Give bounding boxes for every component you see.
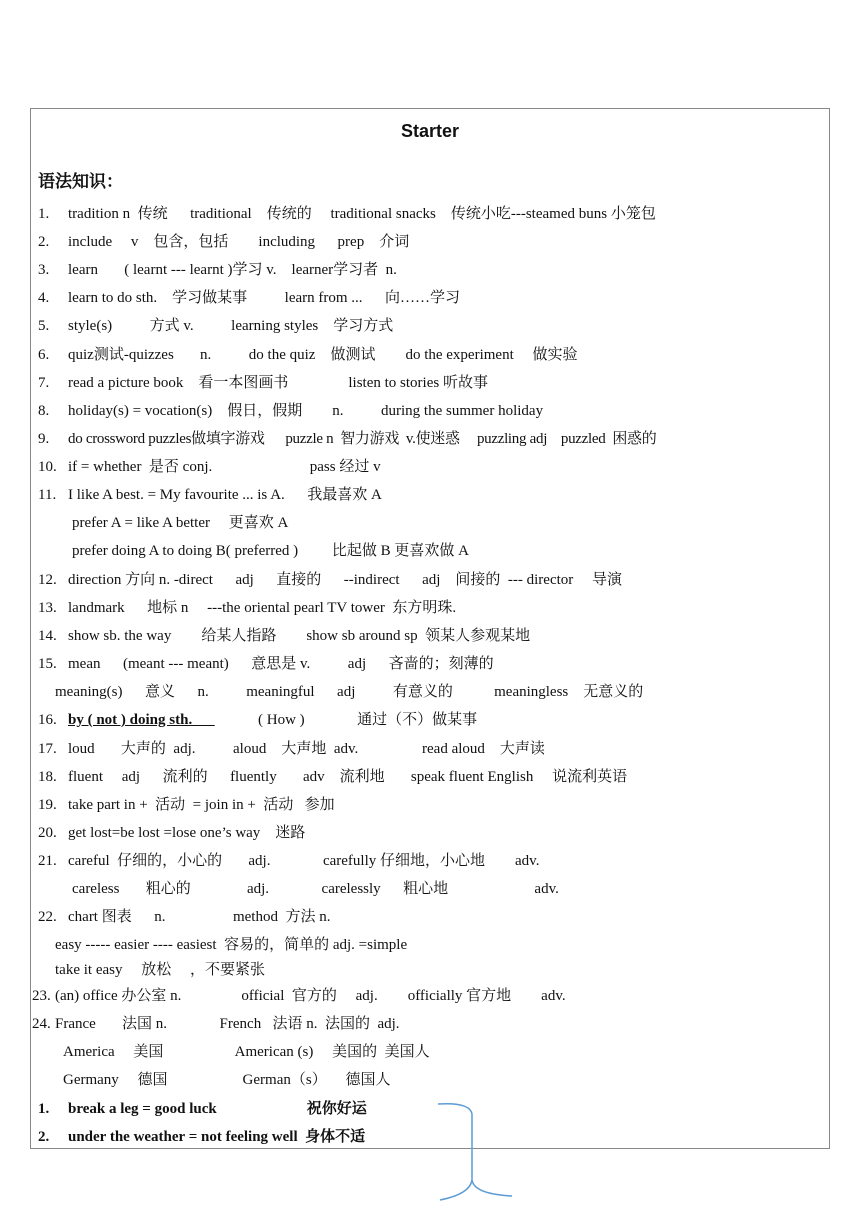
line-number: 8. xyxy=(38,403,50,419)
line-text: prefer A = like A better 更喜欢 A xyxy=(72,515,289,531)
line-number: 1. xyxy=(38,206,50,222)
line-number: 10. xyxy=(38,459,57,475)
line-number: 11. xyxy=(38,487,57,503)
line-text: careful 仔细的，小心的 adj. carefully 仔细地，小心地 adv. xyxy=(68,853,540,869)
line-number: 2. xyxy=(38,1129,50,1145)
line-text: easy ----- easier ---- easiest 容易的，简单的 adj. =simple xyxy=(55,937,408,953)
line-text: under the weather = not feeling well 身体不适 xyxy=(68,1129,366,1145)
line-number: 1. xyxy=(38,1101,50,1117)
line-number: 22. xyxy=(38,909,57,925)
line-text: tradition n 传统 traditional 传统的 traditional snacks 传统小吃---steamed buns 小笼包 xyxy=(68,206,656,222)
line-text: landmark 地标 n ---the oriental pearl TV tower 东方明珠. xyxy=(68,600,457,616)
curly-brace-icon xyxy=(430,1100,520,1210)
line-text: I like A best. = My favourite ... is A. 我最喜欢 A xyxy=(68,487,382,503)
line-number: 16. xyxy=(38,712,57,728)
line-text: break a leg = good luck 祝你好运 xyxy=(68,1101,367,1117)
line-text: learn ( learnt --- learnt )学习 v. learner学习者 n. xyxy=(68,262,397,278)
line-text: mean (meant --- meant) 意思是 v. adj 吝啬的；刻薄的 xyxy=(68,656,494,672)
line-text: Germany 德国 German（s） 德国人 xyxy=(63,1072,391,1088)
line-text: learn to do sth. 学习做某事 learn from ... 向……学习 xyxy=(68,290,461,306)
line-number: 12. xyxy=(38,572,57,588)
line-text: take part in + 活动 = join in + 活动 参加 xyxy=(68,797,335,813)
line-number: 18. xyxy=(38,769,57,785)
line-number: 15. xyxy=(38,656,57,672)
line-text: America 美国 American (s) 美国的 美国人 xyxy=(63,1044,430,1060)
line-number: 3. xyxy=(38,262,50,278)
line-number: 17. xyxy=(38,741,57,757)
line-text: chart 图表 n. method 方法 n. xyxy=(68,909,331,925)
line-text: ( How ) 通过（不）做某事 xyxy=(258,712,478,728)
line-text: meaning(s) 意义 n. meaningful adj 有意义的 meaningless 无意义的 xyxy=(55,684,644,700)
line-text: quiz测试-quizzes n. do the quiz 做测试 do the experiment 做实验 xyxy=(68,347,578,363)
line-text: direction 方向 n. -direct adj 直接的 --indirect adj 间接的 --- director 导演 xyxy=(68,572,623,588)
line-number: 21. xyxy=(38,853,57,869)
line-number: 14. xyxy=(38,628,57,644)
line-number: 19. xyxy=(38,797,57,813)
line-text: show sb. the way 给某人指路 show sb around sp 领某人参观某地 xyxy=(68,628,531,644)
line-text: if = whether 是否 conj. pass 经过 v xyxy=(68,459,381,475)
line-number: 7. xyxy=(38,375,50,391)
line-text: fluent adj 流利的 fluently adv 流利地 speak fluent English 说流利英语 xyxy=(68,769,628,785)
line-number: 13. xyxy=(38,600,57,616)
line-text: (an) office 办公室 n. official 官方的 adj. officially 官方地 adv. xyxy=(55,988,566,1004)
line-number: 24. xyxy=(32,1016,51,1032)
line-text: read a picture book 看一本图画书 listen to stories 听故事 xyxy=(68,375,488,391)
line-number: 4. xyxy=(38,290,50,306)
line-number: 6. xyxy=(38,347,50,363)
line-number: 23. xyxy=(32,988,51,1004)
line-text: style(s) 方式 v. learning styles 学习方式 xyxy=(68,318,394,334)
line-text: get lost=be lost =lose one’s way 迷路 xyxy=(68,825,306,841)
line-text: do crossword puzzles做填字游戏 puzzle n 智力游戏 v.使迷惑 puzzling adj puzzled 困惑的 xyxy=(68,431,657,447)
page-title: Starter xyxy=(400,121,460,141)
section-heading: 语法知识： xyxy=(38,172,123,192)
line-number: 2. xyxy=(38,234,50,250)
emphasized-phrase: by ( not ) doing sth. xyxy=(68,712,215,728)
line-number: 20. xyxy=(38,825,57,841)
line-text: prefer doing A to doing B( preferred ) 比起做 B 更喜欢做 A xyxy=(72,543,470,559)
line-text: France 法国 n. French 法语 n. 法国的 adj. xyxy=(55,1016,400,1032)
line-number: 5. xyxy=(38,318,50,334)
line-text: include v 包含，包括 including prep 介词 xyxy=(68,234,410,250)
line-number: 9. xyxy=(38,431,50,447)
line-text: loud 大声的 adj. aloud 大声地 adv. read aloud 大声读 xyxy=(68,741,545,757)
line-text: holiday(s) = vocation(s) 假日，假期 n. during the summer holiday xyxy=(68,403,544,419)
line-text: take it easy 放松 ，不要紧张 xyxy=(55,962,265,978)
line-text: careless 粗心的 adj. carelessly 粗心地 adv. xyxy=(72,881,559,897)
